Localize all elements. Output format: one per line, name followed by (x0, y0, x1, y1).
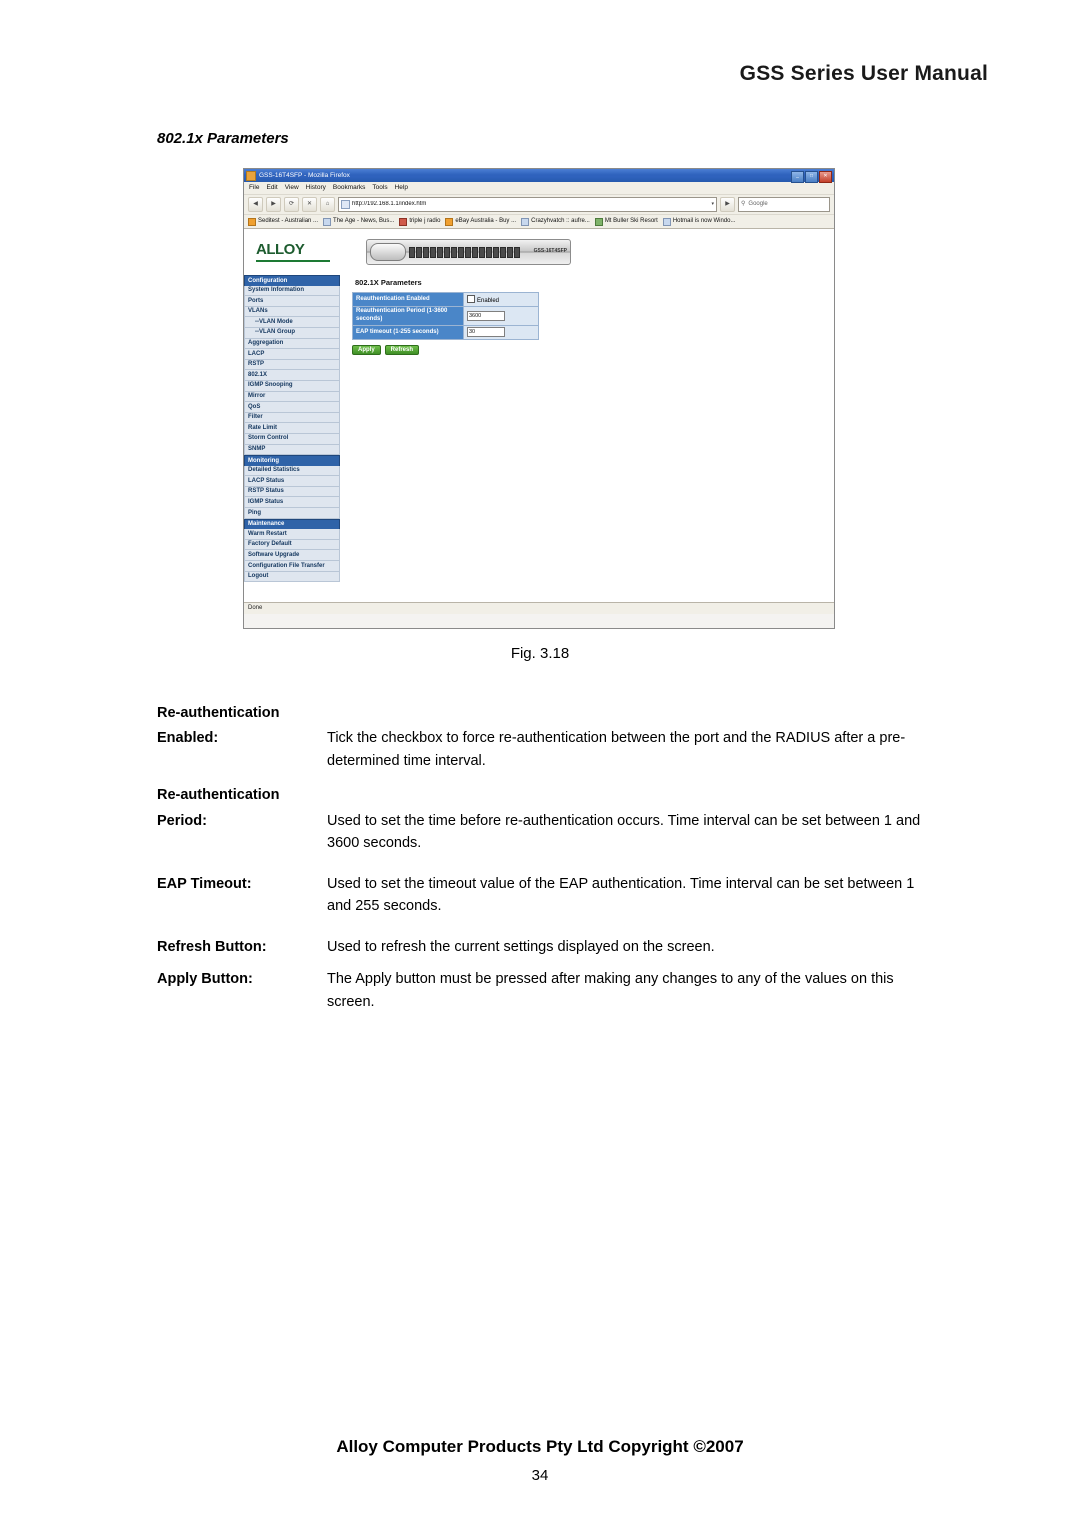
sidebar-item-mirror[interactable]: Mirror (244, 392, 340, 403)
search-input[interactable] (738, 197, 830, 212)
sidebar-item-vlan-mode[interactable]: --VLAN Mode (244, 317, 340, 328)
table-row (353, 293, 539, 307)
minimize-button[interactable]: _ (791, 171, 804, 183)
bookmark-item[interactable] (248, 218, 318, 226)
sidebar-item-rate-limit[interactable]: Rate Limit (244, 423, 340, 434)
home-icon[interactable]: ⌂ (320, 197, 335, 212)
reauth-period-cell[interactable] (464, 306, 539, 325)
definition-row (157, 936, 932, 958)
reauth-enabled-label: Reauthentication Enabled (353, 293, 464, 307)
page-number: 34 (531, 1467, 549, 1484)
definition-description: Tick the checkbox to force re-authentication between the port and the RADIUS after a pre-determined time interval. (327, 730, 906, 769)
sidebar-item-software-upgrade[interactable]: Software Upgrade (244, 550, 340, 561)
settings-panel (352, 275, 562, 582)
forward-icon[interactable]: ▶ (266, 197, 281, 212)
bookmark-item[interactable] (323, 218, 394, 226)
eap-timeout-input[interactable]: 30 (467, 327, 505, 337)
sidebar-item-8021x[interactable]: 802.1X (244, 370, 340, 381)
sidebar-item-factory-default[interactable]: Factory Default (244, 540, 340, 551)
sidebar-header-configuration: Configuration (244, 275, 340, 286)
menu-view[interactable]: View (284, 184, 299, 192)
sidebar-item-system-information[interactable]: System Information (244, 286, 340, 297)
menu-help[interactable]: Help (394, 184, 408, 192)
bookmark-label: Seditest - Australian ... (258, 218, 319, 225)
bookmark-label: Mt Buller Ski Resort (604, 218, 658, 225)
refresh-button[interactable]: Refresh (385, 345, 419, 356)
sidebar-item-detailed-statistics[interactable]: Detailed Statistics (244, 466, 340, 477)
logo-underline (256, 260, 330, 262)
bookmark-item[interactable] (445, 218, 516, 226)
reauth-enabled-checkbox[interactable] (467, 295, 475, 303)
sidebar-item-storm-control[interactable]: Storm Control (244, 434, 340, 445)
definition-term: Enabled: (157, 730, 219, 747)
close-button[interactable]: ✕ (819, 171, 832, 183)
sidebar-item-qos[interactable]: QoS (244, 402, 340, 413)
page-footer: Alloy Computer Products Pty Ltd Copyright ©2007 (336, 1437, 744, 1456)
reload-icon[interactable]: ⟳ (284, 197, 299, 212)
navigation-toolbar (244, 195, 834, 215)
switch-model-label: GSS-16T4SFP (533, 248, 567, 255)
reauth-enabled-checkbox-label: Enabled (477, 297, 500, 304)
table-row (353, 325, 539, 339)
firefox-icon (246, 171, 256, 181)
window-title: GSS-16T4SFP - Mozilla Firefox (259, 171, 350, 179)
sidebar-item-igmp-snooping[interactable]: IGMP Snooping (244, 381, 340, 392)
eap-timeout-cell[interactable] (464, 325, 539, 339)
bookmark-item[interactable] (521, 218, 590, 226)
eap-timeout-label: EAP timeout (1-255 seconds) (353, 325, 464, 339)
bookmark-item[interactable] (663, 218, 736, 226)
window-buttons (791, 171, 832, 183)
definition-row (157, 873, 932, 918)
bookmark-label: triple j radio (409, 218, 441, 225)
search-placeholder: Google (748, 201, 768, 208)
definition-description: Used to set the time before re-authentication occurs. Time interval can be set between 1 and 3600 seconds. (327, 812, 921, 852)
bookmark-label: Crazyhvatch :: aufre... (531, 218, 590, 225)
menu-bookmarks[interactable]: Bookmarks (332, 184, 366, 192)
bookmarks-toolbar (244, 215, 834, 229)
section-title: 802.1x Parameters (157, 130, 289, 147)
go-icon[interactable]: ▶ (720, 197, 735, 212)
definition-description: Used to refresh the current settings displayed on the screen. (327, 938, 715, 955)
bookmark-item[interactable] (399, 218, 440, 226)
address-bar[interactable] (338, 197, 717, 212)
table-row (353, 306, 539, 325)
bookmark-icon (521, 218, 529, 226)
alloy-logo-text: ALLOY (256, 241, 305, 259)
definition-term: Refresh Button: (157, 938, 267, 955)
bookmark-label: Hotmail is now Windo... (672, 218, 736, 225)
bookmark-item[interactable] (595, 218, 658, 226)
apply-button[interactable]: Apply (352, 345, 381, 356)
menu-history[interactable]: History (305, 184, 326, 192)
status-bar: Done (244, 602, 834, 614)
sidebar-item-igmp-status[interactable]: IGMP Status (244, 497, 340, 508)
sidebar-item-rstp-status[interactable]: RSTP Status (244, 487, 340, 498)
definition-heading: Re-authentication (157, 705, 280, 721)
sidebar-item-vlans[interactable]: VLANs (244, 307, 340, 318)
definition-term: EAP Timeout: (157, 875, 252, 892)
definition-term: Apply Button: (157, 971, 253, 988)
back-icon[interactable]: ◀ (248, 197, 263, 212)
bookmark-label: The Age - News, Bus... (333, 218, 395, 225)
bookmark-icon (445, 218, 453, 226)
sidebar-item-lacp[interactable]: LACP (244, 349, 340, 360)
definition-row (157, 810, 932, 855)
figure-browser-screenshot (243, 168, 835, 629)
sidebar-item-lacp-status[interactable]: LACP Status (244, 476, 340, 487)
figure-caption: Fig. 3.18 (510, 645, 570, 662)
definition-term: Period: (157, 812, 207, 829)
chevron-down-icon[interactable]: ▾ (711, 200, 714, 207)
bookmark-label: eBay Australia - Buy ... (455, 218, 517, 225)
reauth-period-label: Reauthentication Period (1-3600 seconds) (353, 306, 464, 325)
page-icon (341, 200, 350, 209)
stop-icon[interactable]: ✕ (302, 197, 317, 212)
sidebar-item-ping[interactable]: Ping (244, 508, 340, 519)
page-content (244, 229, 834, 614)
sidebar-header-monitoring: Monitoring (244, 455, 340, 466)
panel-buttons (352, 345, 562, 356)
definition-list (157, 690, 932, 1013)
search-icon: ⚲ (741, 201, 746, 208)
sidebar-item-snmp[interactable]: SNMP (244, 445, 340, 456)
sidebar-item-filter[interactable]: Filter (244, 413, 340, 424)
definition-description: The Apply button must be pressed after making any changes to any of the values on this screen. (327, 971, 894, 1010)
menu-bar (244, 182, 834, 195)
sidebar-item-rstp[interactable]: RSTP (244, 360, 340, 371)
definition-row (157, 727, 932, 772)
reauth-enabled-cell[interactable] (464, 293, 539, 307)
sidebar-item-logout[interactable]: Logout (244, 572, 340, 583)
sidebar-header-maintenance: Maintenance (244, 519, 340, 530)
switch-port-row (409, 247, 520, 258)
sidebar-item-ports[interactable]: Ports (244, 296, 340, 307)
parameters-table (352, 292, 539, 340)
menu-file[interactable]: File (249, 184, 260, 192)
menu-tools[interactable]: Tools (372, 184, 388, 192)
device-sidebar (244, 275, 340, 582)
bookmark-icon (663, 218, 671, 226)
definition-row (157, 968, 932, 1013)
sidebar-item-aggregation[interactable]: Aggregation (244, 339, 340, 350)
definition-heading: Re-authentication (157, 787, 280, 804)
window-titlebar (244, 169, 834, 182)
switch-product-image (366, 239, 571, 265)
switch-faceplate-left (370, 243, 406, 261)
device-branding-row (244, 229, 834, 275)
bookmark-icon (248, 218, 256, 226)
maximize-button[interactable]: □ (805, 171, 818, 183)
address-bar-value: http://192.168.1.1/index.htm (352, 201, 427, 208)
bookmark-icon (399, 218, 407, 226)
alloy-logo (256, 242, 352, 262)
bookmark-icon (323, 218, 331, 226)
page-header: GSS Series User Manual (739, 62, 988, 85)
sidebar-item-configuration-file-transfer[interactable]: Configuration File Transfer (244, 561, 340, 572)
device-body (244, 275, 834, 582)
menu-edit[interactable]: Edit (266, 184, 278, 192)
sidebar-item-vlan-group[interactable]: --VLAN Group (244, 328, 340, 339)
reauth-period-input[interactable]: 3600 (467, 311, 505, 321)
bookmark-icon (595, 218, 603, 226)
sidebar-item-warm-restart[interactable]: Warm Restart (244, 529, 340, 540)
panel-title: 802.1X Parameters (355, 278, 422, 287)
definition-description: Used to set the timeout value of the EAP authentication. Time interval can be set between 1 and 255 seconds. (327, 875, 915, 915)
